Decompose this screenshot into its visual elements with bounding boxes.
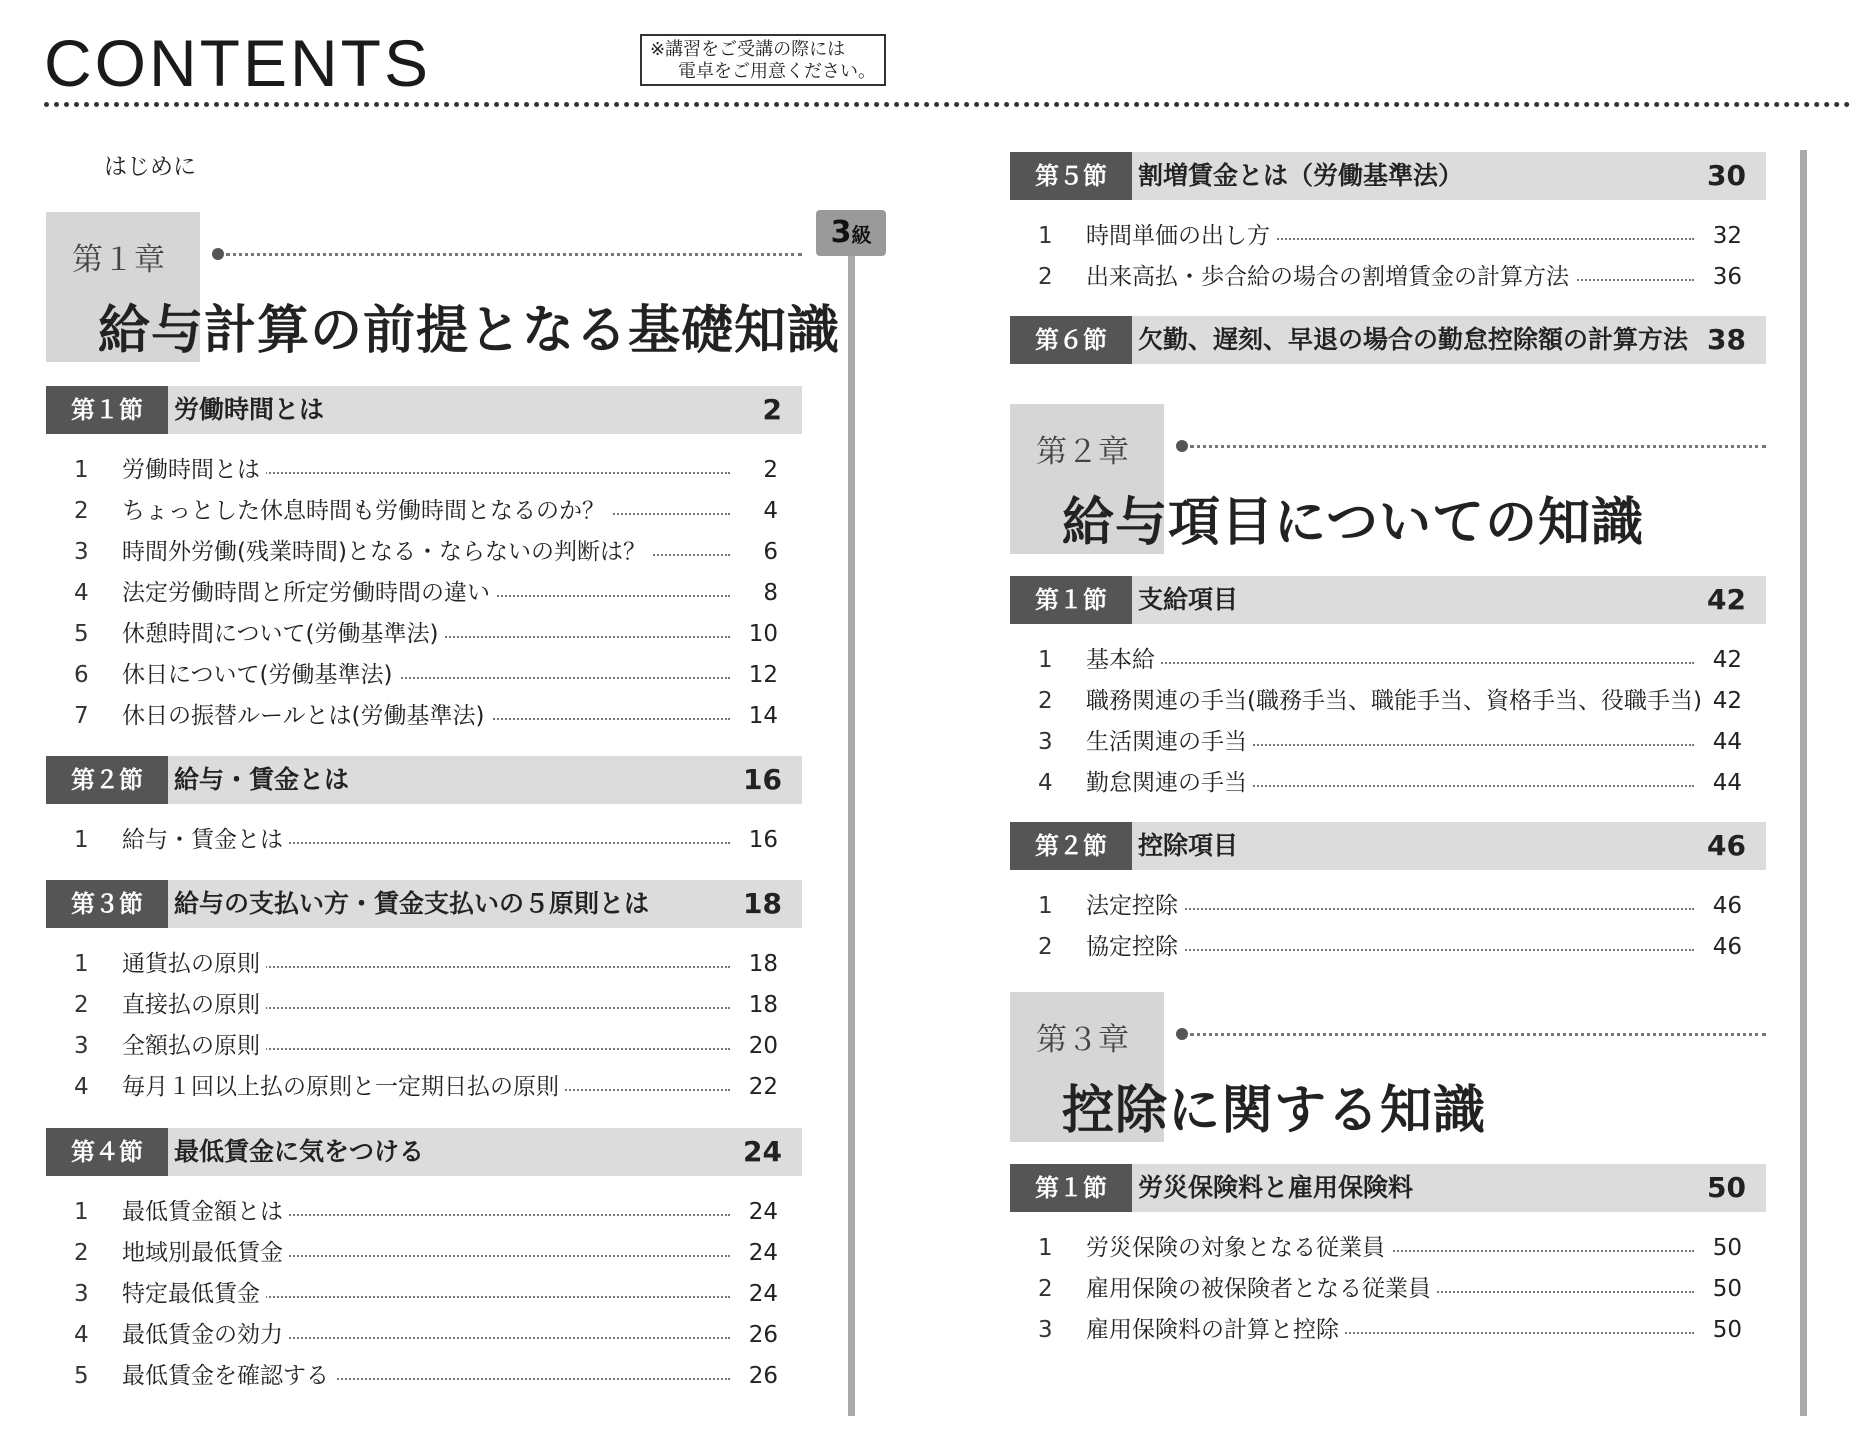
- entry-number: 3: [74, 1033, 89, 1059]
- entry-title: 法定労働時間と所定労働時間の違い: [122, 573, 496, 613]
- entry-number: 2: [74, 992, 89, 1018]
- entry-number: 3: [1038, 729, 1053, 755]
- toc-entry[interactable]: [1010, 886, 1766, 926]
- section-header[interactable]: [1010, 1164, 1766, 1212]
- entry-title: 地域別最低賃金: [122, 1233, 289, 1273]
- toc-entry[interactable]: [46, 573, 802, 613]
- entry-number: 2: [74, 1240, 89, 1266]
- entry-number: 2: [1038, 1276, 1053, 1302]
- section-number: 第２節: [1010, 822, 1132, 870]
- chapter-number: 第３章: [1036, 1022, 1129, 1058]
- entry-number: 4: [74, 1322, 89, 1348]
- entry-title: 休日について(労働基準法): [122, 655, 399, 695]
- entry-title: 最低賃金の効力: [122, 1315, 289, 1355]
- section-title: 給与の支払い方・賃金支払いの５原則とは: [174, 889, 650, 918]
- toc-entry[interactable]: [1010, 927, 1766, 967]
- toc-entry[interactable]: [1010, 640, 1766, 680]
- chapter-dot: [1176, 440, 1188, 452]
- entry-page: 24: [748, 1199, 778, 1225]
- entry-title: 毎月１回以上払の原則と一定期日払の原則: [122, 1067, 565, 1107]
- entry-number: 1: [74, 457, 89, 483]
- entry-title: 法定控除: [1086, 886, 1184, 926]
- toc-entry[interactable]: [1010, 1310, 1766, 1350]
- entry-title: 給与・賃金とは: [122, 820, 289, 860]
- entry-page: 46: [1712, 934, 1742, 960]
- section-title: 欠勤、遅刻、早退の場合の勤怠控除額の計算方法: [1138, 325, 1689, 354]
- section-title: 最低賃金に気をつける: [174, 1137, 425, 1166]
- entry-page: 50: [1712, 1317, 1742, 1343]
- leader-dots: [1090, 662, 1694, 664]
- section-page: 38: [1707, 323, 1746, 356]
- toc-entry[interactable]: [46, 491, 802, 531]
- entry-title: 基本給: [1086, 640, 1161, 680]
- toc-entry[interactable]: [46, 944, 802, 984]
- entry-number: 1: [1038, 223, 1053, 249]
- toc-entry[interactable]: [1010, 1228, 1766, 1268]
- section-page: 46: [1707, 829, 1746, 862]
- toc-entry[interactable]: [46, 450, 802, 490]
- section-title: 支給項目: [1138, 585, 1239, 614]
- entry-page: 18: [748, 951, 778, 977]
- toc-entry[interactable]: [46, 1026, 802, 1066]
- section-number: 第１節: [1010, 1164, 1132, 1212]
- entry-title: 直接払の原則: [122, 985, 266, 1025]
- grade-tab: [816, 210, 886, 256]
- section-page: 18: [743, 887, 782, 920]
- entry-page: 50: [1712, 1235, 1742, 1261]
- entry-page: 22: [748, 1074, 778, 1100]
- header-divider: [44, 102, 1851, 107]
- toc-entry[interactable]: [46, 985, 802, 1025]
- entry-title: ちょっとした休息時間も労働時間となるのか？: [122, 491, 611, 531]
- section-number: 第４節: [46, 1128, 168, 1176]
- section-number: 第１節: [1010, 576, 1132, 624]
- section-title: 給与・賃金とは: [174, 765, 350, 794]
- entry-number: 1: [1038, 1235, 1053, 1261]
- chapter-title[interactable]: 給与計算の前提となる基礎知識: [98, 301, 841, 361]
- entry-title: 通貨払の原則: [122, 944, 266, 984]
- entry-page: 42: [1712, 647, 1742, 673]
- grade-label: 級: [851, 223, 872, 247]
- notice-line-1: ※講習をご受講の際には: [650, 39, 846, 60]
- entry-page: 44: [1712, 770, 1742, 796]
- section-header[interactable]: [1010, 152, 1766, 200]
- toc-entry[interactable]: [1010, 257, 1766, 297]
- entry-number: 2: [74, 498, 89, 524]
- entry-number: 2: [1038, 264, 1053, 290]
- right-column-bar: [1800, 150, 1807, 1416]
- entry-number: 4: [74, 580, 89, 606]
- entry-page: 16: [748, 827, 778, 853]
- toc-entry[interactable]: [46, 655, 802, 695]
- toc-entry[interactable]: [46, 1274, 802, 1314]
- section-number: 第５節: [1010, 152, 1132, 200]
- entry-page: 6: [763, 539, 778, 565]
- toc-entry[interactable]: [46, 1192, 802, 1232]
- section-header[interactable]: [46, 1128, 802, 1176]
- section-page: 16: [743, 763, 782, 796]
- section-number: 第１節: [46, 386, 168, 434]
- entry-title: 時間外労働(残業時間)となる・ならないの判断は？: [122, 532, 652, 572]
- toc-link-introduction[interactable]: はじめに: [104, 154, 196, 180]
- toc-entry[interactable]: [1010, 681, 1766, 721]
- section-title: 割増賃金とは（労働基準法）: [1138, 161, 1464, 190]
- chapter-number: 第２章: [1036, 434, 1129, 470]
- chapter-rule: [1190, 1033, 1766, 1036]
- entry-title: 労災保険の対象となる従業員: [1086, 1228, 1391, 1268]
- section-number: 第３節: [46, 880, 168, 928]
- entry-number: 5: [74, 1363, 89, 1389]
- section-title: 労働時間とは: [174, 395, 325, 424]
- section-title: 控除項目: [1138, 831, 1239, 860]
- entry-title: 特定最低賃金: [122, 1274, 266, 1314]
- section-page: 2: [762, 393, 782, 426]
- entry-title: 協定控除: [1086, 927, 1184, 967]
- entry-page: 24: [748, 1281, 778, 1307]
- entry-page: 44: [1712, 729, 1742, 755]
- entry-title: 最低賃金額とは: [122, 1192, 289, 1232]
- entry-page: 50: [1712, 1276, 1742, 1302]
- entry-number: 5: [74, 621, 89, 647]
- entry-title: 出来高払・歩合給の場合の割増賃金の計算方法: [1086, 257, 1575, 297]
- section-page: 30: [1707, 159, 1746, 192]
- entry-page: 18: [748, 992, 778, 1018]
- page-title: CONTENTS: [44, 26, 431, 100]
- entry-number: 1: [74, 1199, 89, 1225]
- section-number: 第２節: [46, 756, 168, 804]
- entry-number: 1: [74, 827, 89, 853]
- toc-entry[interactable]: [1010, 722, 1766, 762]
- entry-title: 雇用保険の被保険者となる従業員: [1086, 1269, 1437, 1309]
- toc-entry[interactable]: [46, 532, 802, 572]
- section-header[interactable]: [1010, 576, 1766, 624]
- chapter-rule: [226, 253, 802, 256]
- left-column-bar: [848, 256, 855, 1416]
- section-number: 第６節: [1010, 316, 1132, 364]
- section-title: 労災保険料と雇用保険料: [1138, 1173, 1414, 1202]
- section-header[interactable]: [46, 756, 802, 804]
- toc-entry[interactable]: [46, 1356, 802, 1396]
- entry-number: 1: [74, 951, 89, 977]
- toc-entry[interactable]: [46, 1233, 802, 1273]
- toc-entry[interactable]: [46, 1315, 802, 1355]
- entry-page: 14: [748, 703, 778, 729]
- entry-number: 7: [74, 703, 89, 729]
- chapter-rule: [1190, 445, 1766, 448]
- entry-page: 12: [748, 662, 778, 688]
- toc-entry[interactable]: [1010, 1269, 1766, 1309]
- entry-number: 3: [74, 1281, 89, 1307]
- toc-entry[interactable]: [46, 696, 802, 736]
- toc-entry[interactable]: [1010, 216, 1766, 256]
- entry-page: 32: [1712, 223, 1742, 249]
- chapter-number: 第１章: [72, 242, 165, 278]
- entry-number: 4: [1038, 770, 1053, 796]
- toc-entry[interactable]: [46, 1067, 802, 1107]
- entry-number: 2: [1038, 688, 1053, 714]
- entry-number: 3: [74, 539, 89, 565]
- entry-page: 36: [1712, 264, 1742, 290]
- grade-number: 3: [830, 215, 852, 250]
- entry-page: 8: [763, 580, 778, 606]
- section-page: 42: [1707, 583, 1746, 616]
- section-header[interactable]: [1010, 822, 1766, 870]
- toc-entry[interactable]: [1010, 763, 1766, 803]
- chapter-dot: [212, 248, 224, 260]
- chapter-dot: [1176, 1028, 1188, 1040]
- entry-number: 1: [1038, 647, 1053, 673]
- section-page: 24: [743, 1135, 782, 1168]
- entry-number: 6: [74, 662, 89, 688]
- entry-title: 雇用保険料の計算と控除: [1086, 1310, 1345, 1350]
- entry-title: 生活関連の手当: [1086, 722, 1253, 762]
- entry-title: 全額払の原則: [122, 1026, 266, 1066]
- entry-page: 2: [763, 457, 778, 483]
- entry-page: 42: [1712, 688, 1742, 714]
- entry-title: 労働時間とは: [122, 450, 266, 490]
- section-header[interactable]: [46, 386, 802, 434]
- section-header[interactable]: [1010, 316, 1766, 364]
- entry-title: 勤怠関連の手当: [1086, 763, 1253, 803]
- entry-number: 2: [1038, 934, 1053, 960]
- entry-page: 46: [1712, 893, 1742, 919]
- entry-title: 休日の振替ルールとは(労働基準法): [122, 696, 491, 736]
- chapter-title[interactable]: 給与項目についての知識: [1062, 493, 1644, 553]
- calculator-notice: [640, 34, 886, 86]
- entry-page: 20: [748, 1033, 778, 1059]
- notice-line-2: 電卓をご用意ください。: [678, 61, 876, 82]
- entry-page: 26: [748, 1322, 778, 1348]
- entry-title: 時間単価の出し方: [1086, 216, 1276, 256]
- chapter-title[interactable]: 控除に関する知識: [1062, 1081, 1487, 1141]
- section-header[interactable]: [46, 880, 802, 928]
- entry-page: 24: [748, 1240, 778, 1266]
- section-page: 50: [1707, 1171, 1746, 1204]
- entry-page: 10: [748, 621, 778, 647]
- entry-page: 26: [748, 1363, 778, 1389]
- entry-number: 1: [1038, 893, 1053, 919]
- entry-page: 4: [763, 498, 778, 524]
- entry-title: 休憩時間について(労働基準法): [122, 614, 445, 654]
- entry-title: 職務関連の手当(職務手当、職能手当、資格手当、役職手当): [1086, 681, 1708, 721]
- toc-entry[interactable]: [46, 820, 802, 860]
- entry-number: 3: [1038, 1317, 1053, 1343]
- toc-entry[interactable]: [46, 614, 802, 654]
- entry-number: 4: [74, 1074, 89, 1100]
- entry-title: 最低賃金を確認する: [122, 1356, 335, 1396]
